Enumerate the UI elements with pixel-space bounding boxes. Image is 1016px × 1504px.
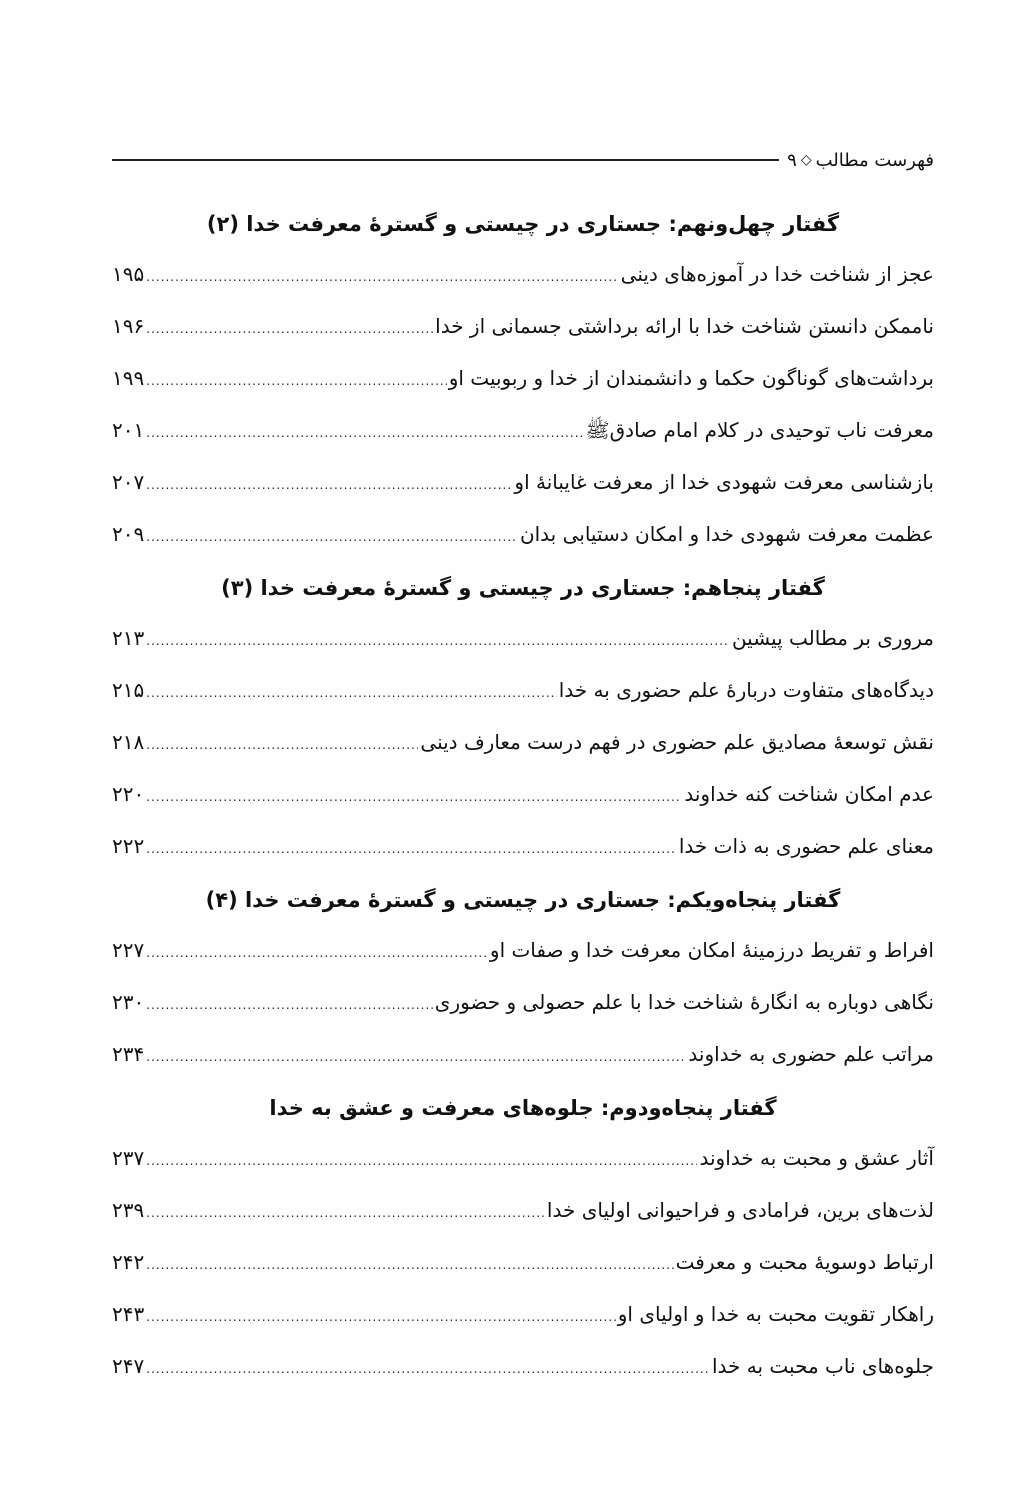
toc-entry[interactable] (112, 1340, 934, 1392)
section-title: گفتار چهل‌ونهم: جستاری در چیستی و گسترۀ معرفت خدا (۲) (206, 212, 840, 236)
toc-entry-text: بازشناسی معرفت شهودی خدا از معرفت غایبانۀ او (514, 470, 934, 494)
toc-entry-text: ناممکن دانستن شناخت خدا با ارائه برداشتی جسمانی از خدا (435, 314, 934, 338)
dot-leader (146, 667, 557, 719)
dot-leader (146, 355, 447, 407)
dot-leader (146, 407, 583, 459)
dot-leader (146, 1031, 686, 1083)
toc-entry-text: عظمت معرفت شهودی خدا و امکان دستیابی بدان (519, 522, 934, 546)
dot-leader (146, 1343, 710, 1395)
section-title: گفتار پنجاهم: جستاری در چیستی و گسترۀ معرفت خدا (۳) (221, 576, 825, 600)
toc-entry[interactable] (112, 1132, 934, 1184)
toc-entry-text: افراط و تفریط درزمینۀ امکان معرفت خدا و صفات او (489, 938, 934, 962)
toc-entry[interactable] (112, 768, 934, 820)
section-title: گفتار پنجاه‌ودوم: جلوه‌های معرفت و عشق به خدا (269, 1096, 777, 1120)
dot-leader (146, 719, 418, 771)
toc-entry[interactable] (112, 1288, 934, 1340)
toc-entry[interactable] (112, 352, 934, 404)
toc-entry-page: ۲۳۹ (112, 1198, 145, 1222)
toc-entry-text: راهکار تقویت محبت به خدا و اولیای او (617, 1302, 934, 1326)
toc-entry-text: معرفت ناب توحیدی در کلام امام صادقﷺ (585, 418, 934, 442)
toc-entry-page: ۲۰۹ (112, 522, 145, 546)
header-rule (112, 159, 779, 161)
toc-entry-page: ۲۱۵ (112, 678, 145, 702)
toc-entry-text: آثار عشق و محبت به خداوند (699, 1146, 934, 1170)
toc-entry-text: نقش توسعۀ مصادیق علم حضوری در فهم درست معارف دینی (420, 730, 934, 754)
dot-leader (146, 771, 682, 823)
toc-entry[interactable] (112, 300, 934, 352)
dot-leader (146, 927, 488, 979)
toc-entry-page: ۱۹۹ (112, 366, 145, 390)
dot-leader (146, 615, 730, 667)
toc-entry-page: ۲۴۳ (112, 1302, 145, 1326)
toc-entry-text: عدم امکان شناخت کنه خداوند (684, 782, 934, 806)
dot-leader (146, 1291, 616, 1343)
dot-leader (146, 511, 518, 563)
section-title: گفتار پنجاه‌ویکم: جستاری در چیستی و گسترۀ معرفت خدا (۴) (205, 888, 841, 912)
toc-entry[interactable] (112, 1184, 934, 1236)
dot-leader (146, 303, 433, 355)
dot-leader (146, 459, 512, 511)
toc-entry-text: جلوه‌های ناب محبت به خدا (711, 1354, 934, 1378)
toc-section (112, 200, 934, 560)
dot-leader (146, 823, 677, 875)
toc-entry-page: ۲۰۱ (112, 418, 145, 442)
toc-entry-text: ارتباط دوسویۀ محبت و معرفت (675, 1250, 934, 1274)
toc-entry-page: ۱۹۶ (112, 314, 145, 338)
toc-entry-page: ۲۲۷ (112, 938, 145, 962)
toc-entry-page: ۲۴۷ (112, 1354, 145, 1378)
toc-entry[interactable] (112, 248, 934, 300)
toc-section (112, 1084, 934, 1392)
toc-entry-text: عجز از شناخت خدا در آموزه‌های دینی (620, 262, 934, 286)
toc-entry-page: ۲۱۳ (112, 626, 145, 650)
toc-entry-page: ۲۳۷ (112, 1146, 145, 1170)
toc-section (112, 564, 934, 872)
toc-entry[interactable] (112, 404, 934, 456)
toc-entry-page: ۲۱۸ (112, 730, 145, 754)
running-header (112, 140, 934, 180)
toc-entry[interactable] (112, 612, 934, 664)
diamond-icon: ◇ (800, 152, 812, 168)
toc-entry-page: ۲۰۷ (112, 470, 145, 494)
dot-leader (146, 1239, 673, 1291)
toc-entry-text: مروری بر مطالب پیشین (731, 626, 934, 650)
toc-entry[interactable] (112, 820, 934, 872)
toc-entry-page: ۲۲۰ (112, 782, 145, 806)
toc-entry[interactable] (112, 1028, 934, 1080)
page-number: ۹ (787, 149, 797, 171)
toc-entry-text: لذت‌های برین، فرامادی و فراحیوانی اولیای خدا (546, 1198, 934, 1222)
toc-entry[interactable] (112, 716, 934, 768)
dot-leader (146, 1187, 545, 1239)
toc-section (112, 876, 934, 1080)
running-header-title: فهرست مطالب (815, 149, 934, 171)
toc-entry-page: ۲۳۰ (112, 990, 145, 1014)
toc-entry-page: ۲۴۲ (112, 1250, 145, 1274)
toc-entry[interactable] (112, 456, 934, 508)
toc-page (112, 140, 934, 1392)
toc-entry-text: معنای علم حضوری به ذات خدا (678, 834, 934, 858)
toc-entry-page: ۱۹۵ (112, 262, 145, 286)
toc-entry-text: دیدگاه‌های متفاوت دربارۀ علم حضوری به خدا (558, 678, 934, 702)
toc-entry-page: ۲۲۲ (112, 834, 145, 858)
toc-entry-page: ۲۳۴ (112, 1042, 145, 1066)
dot-leader (146, 979, 433, 1031)
dot-leader (146, 251, 618, 303)
toc-entry-text: مراتب علم حضوری به خداوند (688, 1042, 934, 1066)
toc-entry[interactable] (112, 924, 934, 976)
toc-entry-text: نگاهی دوباره به انگارۀ شناخت خدا با علم حصولی و حضوری (434, 990, 934, 1014)
toc-entry[interactable] (112, 664, 934, 716)
toc-entry[interactable] (112, 976, 934, 1028)
toc-entry[interactable] (112, 508, 934, 560)
toc-entry-text: برداشت‌های گوناگون حکما و دانشمندان از خدا و ربوبیت او (448, 366, 934, 390)
dot-leader (146, 1135, 697, 1187)
toc-entry[interactable] (112, 1236, 934, 1288)
